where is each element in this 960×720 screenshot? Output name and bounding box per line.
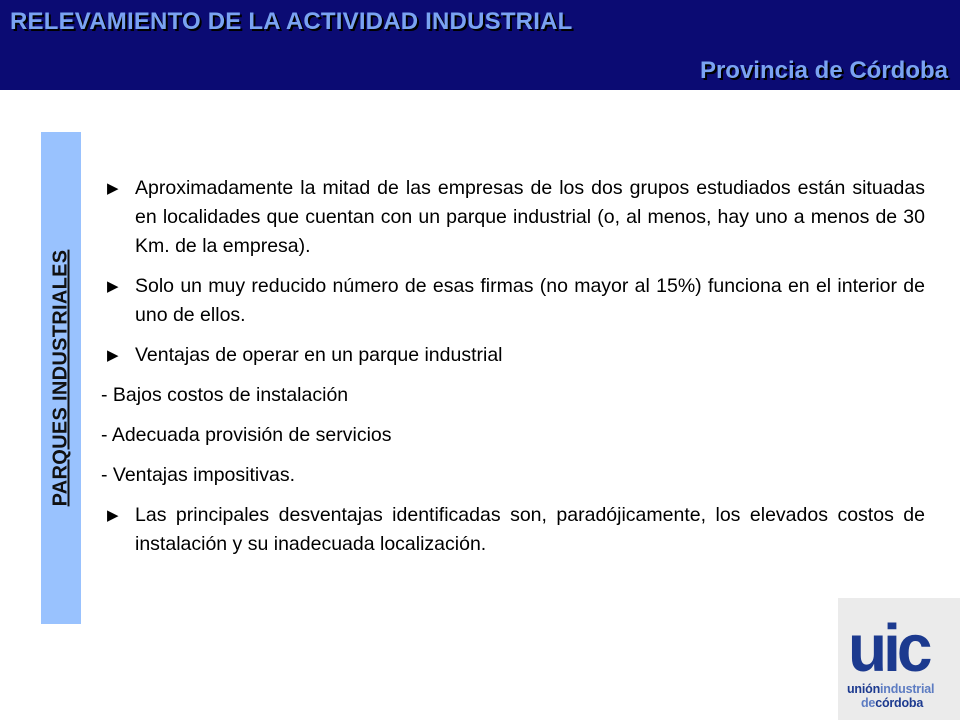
logo-mark: uic: [848, 610, 929, 686]
bullet-text: Las principales desventajas identificadas son, paradójicamente, los elevados costos de instalación y su inadecuada localización.: [135, 504, 925, 555]
dash-item: - Ventajas impositivas.: [101, 464, 296, 486]
header-bar: [0, 0, 960, 90]
arrow-bullet-icon: ▶: [107, 347, 119, 364]
arrow-bullet-icon: ▶: [107, 507, 119, 524]
bullet-text: Ventajas de operar en un parque industrial: [135, 344, 503, 366]
bullet-item: [101, 272, 925, 330]
logo-word: de: [861, 696, 876, 710]
slide-subtitle: Provincia de Córdoba: [699, 57, 948, 84]
uic-logo: [838, 598, 960, 720]
dash-item: - Bajos costos de instalación: [101, 384, 349, 406]
content-body: [101, 174, 925, 570]
bullet-text: Aproximadamente la mitad de las empresas de los dos grupos estudiados están situadas en localidades que cuentan con un parque industrial (o, al menos, hay uno a menos de 30 Km. de la empresa).: [135, 177, 925, 257]
sidebar-label: PARQUES INDUSTRIALES: [49, 249, 72, 507]
arrow-bullet-icon: ▶: [107, 180, 119, 197]
arrow-bullet-icon: ▶: [107, 278, 119, 295]
logo-word: unión: [847, 682, 881, 696]
bullet-item: [101, 501, 925, 559]
dash-item: - Adecuada provisión de servicios: [101, 424, 392, 446]
logo-line-2: [861, 696, 923, 710]
logo-word: córdoba: [875, 696, 924, 710]
logo-word: industrial: [880, 682, 935, 696]
slide-title: RELEVAMIENTO DE LA ACTIVIDAD INDUSTRIAL: [10, 8, 573, 35]
bullet-item: [101, 341, 925, 370]
logo-line-1: [847, 682, 934, 696]
bullet-text: Solo un muy reducido número de esas firmas (no mayor al 15%) funciona en el interior de uno de ellos.: [135, 275, 925, 326]
bullet-item: [101, 174, 925, 261]
